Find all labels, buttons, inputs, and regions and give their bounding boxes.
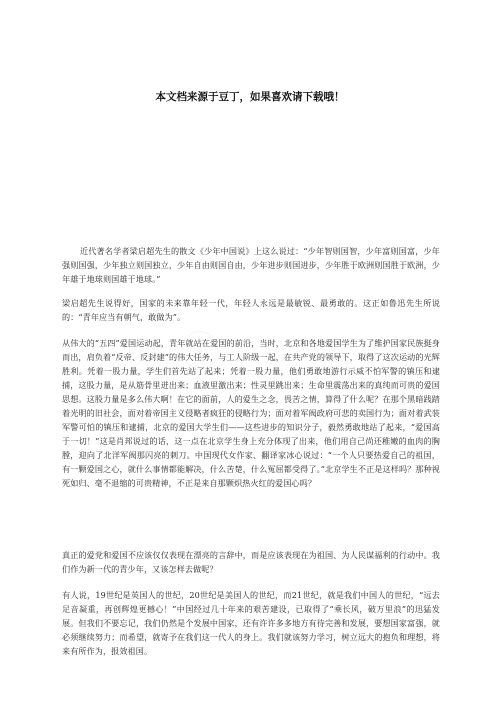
- watermark-logo: ⓘ: [180, 329, 220, 375]
- paragraph-2: 梁启超先生说得好，国家的未来靠年轻一代，年轻人永远是最敏锐、最勇敢的。这正如鲁迅先生所说的：“青年应当有朝气，敢做为”。: [62, 298, 440, 322]
- paragraph-5: 有人说，19世纪是英国人的世纪，20世纪是美国人的世纪，而21世纪，就是我们中国人的世纪，“远去足音凝重，再创辉煌更撼心！”中国经过几十年来的艰苦建设，已取得了“乘长风，破万里浪”的迅猛发展。但我们不要忘记，我们仍然是个发展中国家，还有许许多多地方有待完善和发展，要想国家富强，就必须继续努力；而希望，就寄予在我们这一代人的身上。我们就该努力学习，树立远大的抱负和理想，将来有所作为，报效祖国。: [62, 590, 440, 656]
- document-source-header: 本文档来源于豆丁，如果喜欢请下载哦！: [155, 91, 345, 103]
- paragraph-1: 近代著名学者梁启超先生的散文《少年中国说》上这么说过：“少年智则国智，少年富则国富，少年强则国强，少年独立则国独立，少年自由则国自由，少年进步则国进步，少年胜于欧洲则国胜于欧洲，少年雄于地球则国雄于地球。”: [62, 246, 440, 284]
- paragraph-4: 真正的爱党和爱国不应该仅仅表现在漂亮的言辞中，而是应该表现在为祖国、为人民谋福利的行动中。我们作为新一代的青少年，又该怎样去做呢？: [62, 550, 440, 574]
- paragraph-3: 从伟大的“五四”爱国运动起，青年就站在爱国的前沿，当时，北京和各地爱国学生为了维护国家民族挺身而出，肩负着“反帝、反封建”的伟大任务，与工人阶级一起，在共产党的领导下，取得了这次运动的光辉胜利。凭着一股力量，学生们首先站了起来；凭着一股力量，他们勇敢地游行示威不怕军警的镇压和逮捕，这股力量，是从筋骨里迸出来；血液里激出来；性灵里跳出来；生命里震荡出来的真纯而可贵的爱国思想。这股力量是多么伟大啊！在它的面前，人的爱生之念，畏苦之情，算得了什么呢？在那个黑暗践踏着光明的旧社会，面对着帝国主义侵略者疯狂的侵略行为；面对着军阀政府可悲的卖国行为；面对着武装军警可怕的镇压和逮捕，北京的爱国大学生们——这些进步的知识分子，毅然勇敢地站了起来，“爱国高于一切！”这是肖邦说过的话，这一点在北京学生身上充分体现了出来，他们用自己尚还稚嫩的血肉的胸膛，迎向了北洋军阀那闪亮的刺刀。中国现代女作家、翻译家冰心说过：“一个人只要热爱自己的祖国，有一颗爱国之心，就什么事情都能解决，什么苦楚，什么冤屈都受得了。”北京学生不正是这样吗？那种视死如归、毫不退缩的可贵精神，不正是来自那颗炽热火红的爱国心吗？: [62, 338, 440, 488]
